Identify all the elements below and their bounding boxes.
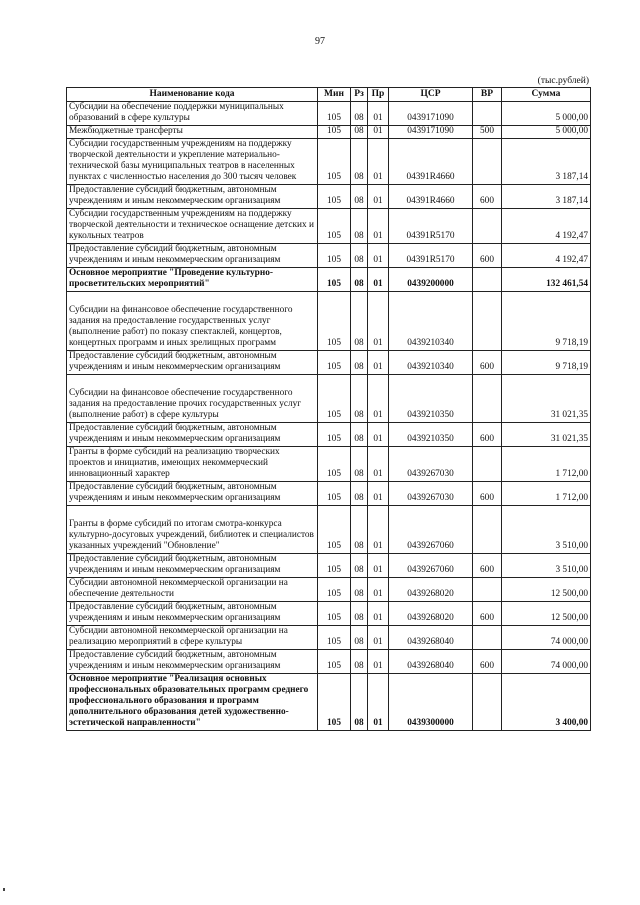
table-row	[67, 126, 591, 139]
cell-sum: 3 187,14	[502, 139, 591, 185]
cell-sum: 3 187,14	[502, 185, 591, 209]
cell-sum: 3 400,00	[502, 674, 591, 731]
cell-csr: 0439210350	[389, 423, 473, 447]
cell-name: Субсидии государственным учреждениям на поддержку творческой деятельности и укрепление материально-технической базы муниципальных театров в населенных пунктах с численностью населения до 300 тысяч человек	[67, 139, 318, 185]
cell-name: Субсидии на финансовое обеспечение государственного задания на предоставление прочих государственных услуг (выполнение работ) в сфере культуры	[67, 375, 318, 423]
cell-pr: 01	[368, 423, 389, 447]
cell-min: 105	[318, 292, 351, 351]
cell-min: 105	[318, 506, 351, 554]
cell-pr: 01	[368, 602, 389, 626]
cell-sum: 9 718,19	[502, 351, 591, 375]
table-row	[67, 482, 591, 506]
cell-min: 105	[318, 650, 351, 674]
cell-vr: 600	[473, 602, 502, 626]
cell-pr: 01	[368, 674, 389, 731]
cell-csr: 04391R5170	[389, 244, 473, 268]
cell-rz: 08	[351, 292, 368, 351]
cell-pr: 01	[368, 185, 389, 209]
cell-pr: 01	[368, 482, 389, 506]
cell-pr: 01	[368, 506, 389, 554]
cell-sum: 31 021,35	[502, 375, 591, 423]
table-row	[67, 578, 591, 602]
cell-csr: 0439268020	[389, 602, 473, 626]
cell-pr: 01	[368, 139, 389, 185]
cell-vr	[473, 139, 502, 185]
cell-vr	[473, 268, 502, 292]
units-label: (тыс.рублей)	[537, 76, 589, 86]
cell-rz: 08	[351, 375, 368, 423]
cell-name: Гранты в форме субсидий по итогам смотра-конкурса культурно-досуговых учреждений, библиотек и специалистов указанных учреждений "Обновление"	[67, 506, 318, 554]
table-row	[67, 139, 591, 185]
table-row	[67, 102, 591, 126]
cell-name: Предоставление субсидий бюджетным, автономным учреждениям и иным некоммерческим организациям	[67, 482, 318, 506]
cell-min: 105	[318, 554, 351, 578]
cell-sum: 12 500,00	[502, 602, 591, 626]
cell-vr: 600	[473, 482, 502, 506]
cell-vr	[473, 375, 502, 423]
cell-csr: 0439171090	[389, 102, 473, 126]
cell-min: 105	[318, 209, 351, 244]
cell-name: Предоставление субсидий бюджетным, автономным учреждениям и иным некоммерческим организациям	[67, 244, 318, 268]
cell-min: 105	[318, 102, 351, 126]
cell-rz: 08	[351, 578, 368, 602]
table-row	[67, 506, 591, 554]
cell-vr	[473, 292, 502, 351]
cell-rz: 08	[351, 674, 368, 731]
cell-sum: 31 021,35	[502, 423, 591, 447]
table-row	[67, 244, 591, 268]
cell-pr: 01	[368, 292, 389, 351]
cell-csr: 0439267060	[389, 554, 473, 578]
table-row	[67, 674, 591, 731]
cell-csr: 0439268040	[389, 626, 473, 650]
table-row	[67, 423, 591, 447]
table-row	[67, 209, 591, 244]
cell-min: 105	[318, 139, 351, 185]
cell-min: 105	[318, 626, 351, 650]
table-row	[67, 602, 591, 626]
cell-vr: 600	[473, 650, 502, 674]
cell-rz: 08	[351, 185, 368, 209]
cell-name: Предоставление субсидий бюджетным, автономным учреждениям и иным некоммерческим организациям	[67, 650, 318, 674]
cell-sum: 1 712,00	[502, 447, 591, 482]
cell-vr	[473, 447, 502, 482]
cell-csr: 0439300000	[389, 674, 473, 731]
header-sum: Сумма	[502, 88, 591, 102]
cell-name: Основное мероприятие "Реализация основных профессиональных образовательных программ среднего профессионального образования и программ дополнительного образования детей художественно-эстетической направленности"	[67, 674, 318, 731]
header-csr: ЦСР	[389, 88, 473, 102]
table-row	[67, 292, 591, 351]
cell-csr: 0439267030	[389, 447, 473, 482]
header-vr: ВР	[473, 88, 502, 102]
cell-min: 105	[318, 244, 351, 268]
cell-vr	[473, 209, 502, 244]
cell-name: Гранты в форме субсидий на реализацию творческих проектов и инициатив, имеющих некоммерческий инновационный характер	[67, 447, 318, 482]
cell-csr: 0439267030	[389, 482, 473, 506]
table-row	[67, 351, 591, 375]
scan-mark	[3, 888, 5, 891]
cell-rz: 08	[351, 102, 368, 126]
cell-csr: 04391R4660	[389, 185, 473, 209]
cell-min: 105	[318, 423, 351, 447]
cell-pr: 01	[368, 244, 389, 268]
cell-rz: 08	[351, 423, 368, 447]
cell-csr: 0439200000	[389, 268, 473, 292]
cell-vr: 600	[473, 244, 502, 268]
cell-vr: 600	[473, 423, 502, 447]
cell-vr	[473, 674, 502, 731]
cell-sum: 5 000,00	[502, 126, 591, 139]
cell-csr: 0439267060	[389, 506, 473, 554]
cell-rz: 08	[351, 506, 368, 554]
cell-sum: 74 000,00	[502, 626, 591, 650]
cell-name: Субсидии автономной некоммерческой организации на обеспечение деятельности	[67, 578, 318, 602]
cell-sum: 3 510,00	[502, 506, 591, 554]
cell-name: Предоставление субсидий бюджетным, автономным учреждениям и иным некоммерческим организациям	[67, 423, 318, 447]
cell-min: 105	[318, 674, 351, 731]
header-min: Мин	[318, 88, 351, 102]
cell-csr: 0439268040	[389, 650, 473, 674]
cell-vr: 600	[473, 185, 502, 209]
cell-min: 105	[318, 268, 351, 292]
cell-min: 105	[318, 185, 351, 209]
cell-sum: 74 000,00	[502, 650, 591, 674]
cell-sum: 1 712,00	[502, 482, 591, 506]
cell-vr: 500	[473, 126, 502, 139]
cell-rz: 08	[351, 126, 368, 139]
cell-sum: 5 000,00	[502, 102, 591, 126]
header-name: Наименование кода	[67, 88, 318, 102]
cell-name: Субсидии на обеспечение поддержки муниципальных образований в сфере культуры	[67, 102, 318, 126]
cell-pr: 01	[368, 626, 389, 650]
header-rz: Рз	[351, 88, 368, 102]
cell-pr: 01	[368, 650, 389, 674]
table-row	[67, 375, 591, 423]
cell-rz: 08	[351, 139, 368, 185]
cell-vr	[473, 506, 502, 554]
cell-min: 105	[318, 351, 351, 375]
cell-vr	[473, 578, 502, 602]
table-row	[67, 268, 591, 292]
cell-rz: 08	[351, 447, 368, 482]
cell-csr: 0439171090	[389, 126, 473, 139]
cell-min: 105	[318, 482, 351, 506]
header-row	[67, 88, 591, 102]
cell-sum: 3 510,00	[502, 554, 591, 578]
cell-rz: 08	[351, 482, 368, 506]
cell-csr: 0439210350	[389, 375, 473, 423]
cell-pr: 01	[368, 578, 389, 602]
cell-vr	[473, 102, 502, 126]
cell-name: Предоставление субсидий бюджетным, автономным учреждениям и иным некоммерческим организациям	[67, 602, 318, 626]
cell-name: Субсидии на финансовое обеспечение государственного задания на предоставление государственных услуг (выполнение работ) по показу спектаклей, концертов, концертных программ и иных зрелищных программ	[67, 292, 318, 351]
cell-rz: 08	[351, 209, 368, 244]
cell-rz: 08	[351, 351, 368, 375]
cell-min: 105	[318, 602, 351, 626]
cell-pr: 01	[368, 375, 389, 423]
cell-name: Основное мероприятие "Проведение культурно-просветительских мероприятий"	[67, 268, 318, 292]
cell-min: 105	[318, 126, 351, 139]
cell-name: Предоставление субсидий бюджетным, автономным учреждениям и иным некоммерческим организациям	[67, 554, 318, 578]
cell-rz: 08	[351, 244, 368, 268]
cell-name: Субсидии государственным учреждениям на поддержку творческой деятельности и техническое оснащение детских и кукольных театров	[67, 209, 318, 244]
cell-name: Предоставление субсидий бюджетным, автономным учреждениям и иным некоммерческим организациям	[67, 351, 318, 375]
header-pr: Пр	[368, 88, 389, 102]
table-row	[67, 447, 591, 482]
cell-pr: 01	[368, 351, 389, 375]
cell-min: 105	[318, 578, 351, 602]
cell-csr: 0439210340	[389, 351, 473, 375]
cell-csr: 04391R5170	[389, 209, 473, 244]
cell-rz: 08	[351, 650, 368, 674]
table-body	[67, 102, 591, 731]
cell-sum: 12 500,00	[502, 578, 591, 602]
cell-sum: 4 192,47	[502, 209, 591, 244]
table-row	[67, 185, 591, 209]
cell-vr: 600	[473, 351, 502, 375]
cell-rz: 08	[351, 268, 368, 292]
cell-pr: 01	[368, 447, 389, 482]
cell-name: Предоставление субсидий бюджетным, автономным учреждениям и иным некоммерческим организациям	[67, 185, 318, 209]
cell-sum: 132 461,54	[502, 268, 591, 292]
cell-pr: 01	[368, 268, 389, 292]
cell-vr	[473, 626, 502, 650]
cell-name: Субсидии автономной некоммерческой организации на реализацию мероприятий в сфере культуры	[67, 626, 318, 650]
budget-table	[66, 87, 591, 731]
cell-csr: 0439210340	[389, 292, 473, 351]
cell-pr: 01	[368, 209, 389, 244]
cell-rz: 08	[351, 554, 368, 578]
cell-sum: 4 192,47	[502, 244, 591, 268]
table-row	[67, 626, 591, 650]
cell-rz: 08	[351, 626, 368, 650]
page-number: 97	[315, 36, 325, 47]
table-row	[67, 650, 591, 674]
table-row	[67, 554, 591, 578]
cell-name: Межбюджетные трансферты	[67, 126, 318, 139]
cell-csr: 0439268020	[389, 578, 473, 602]
cell-rz: 08	[351, 602, 368, 626]
cell-pr: 01	[368, 102, 389, 126]
cell-pr: 01	[368, 126, 389, 139]
cell-pr: 01	[368, 554, 389, 578]
cell-csr: 04391R4660	[389, 139, 473, 185]
cell-sum: 9 718,19	[502, 292, 591, 351]
cell-vr: 600	[473, 554, 502, 578]
cell-min: 105	[318, 447, 351, 482]
cell-min: 105	[318, 375, 351, 423]
